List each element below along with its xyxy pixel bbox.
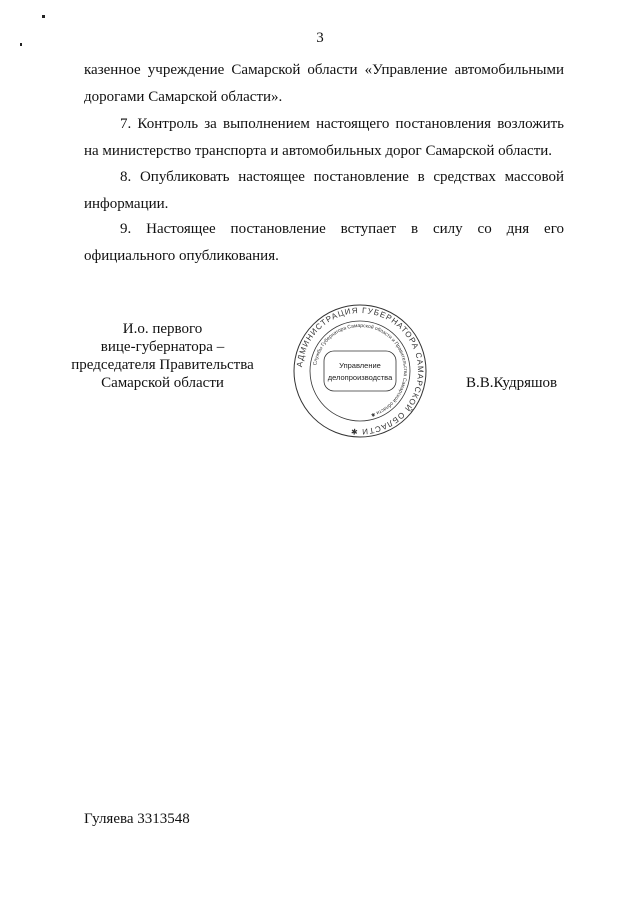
position-line: вице-губернатора – (100, 339, 225, 355)
position-line: И.о. первого (122, 321, 203, 337)
svg-text:АДМИНИСТРАЦИЯ ГУБЕРНАТОРА САМА: АДМИНИСТРАЦИЯ ГУБЕРНАТОРА САМАРСКОЙ ОБЛАСТИ ✱ (295, 305, 426, 437)
paragraph: 7. Контроль за выполнением настоящего постановления возложить на министерство транспорта и автомобильных дорог Самарской области. (84, 116, 564, 159)
signatory-name: В.В.Кудряшов (466, 375, 558, 391)
stamp-center-line: Управление (339, 361, 381, 370)
svg-text:Службы Губернатора Самарской о: Службы Губернатора Самарской области и Правительства Самарской области ✱ (312, 322, 409, 418)
position-line: председателя Правительства (71, 357, 254, 373)
paragraph: 9. Настоящее постановление вступает в силу со дня его официального опубликования. (84, 221, 564, 264)
page-number: 3 (316, 30, 324, 46)
scan-speck (42, 15, 45, 18)
signatory-position (50, 320, 275, 392)
paragraph: казенное учреждение Самарской области «Управление автомобильными дорогами Самарской области». (84, 62, 564, 105)
stamp-center-line: делопроизводства (327, 373, 393, 382)
position-line: Самарской области (101, 375, 224, 391)
paragraph: 8. Опубликовать настоящее постановление в средствах массовой информации. (84, 169, 564, 212)
official-stamp (292, 303, 428, 439)
executor-footer: Гуляева 3313548 (84, 811, 190, 827)
